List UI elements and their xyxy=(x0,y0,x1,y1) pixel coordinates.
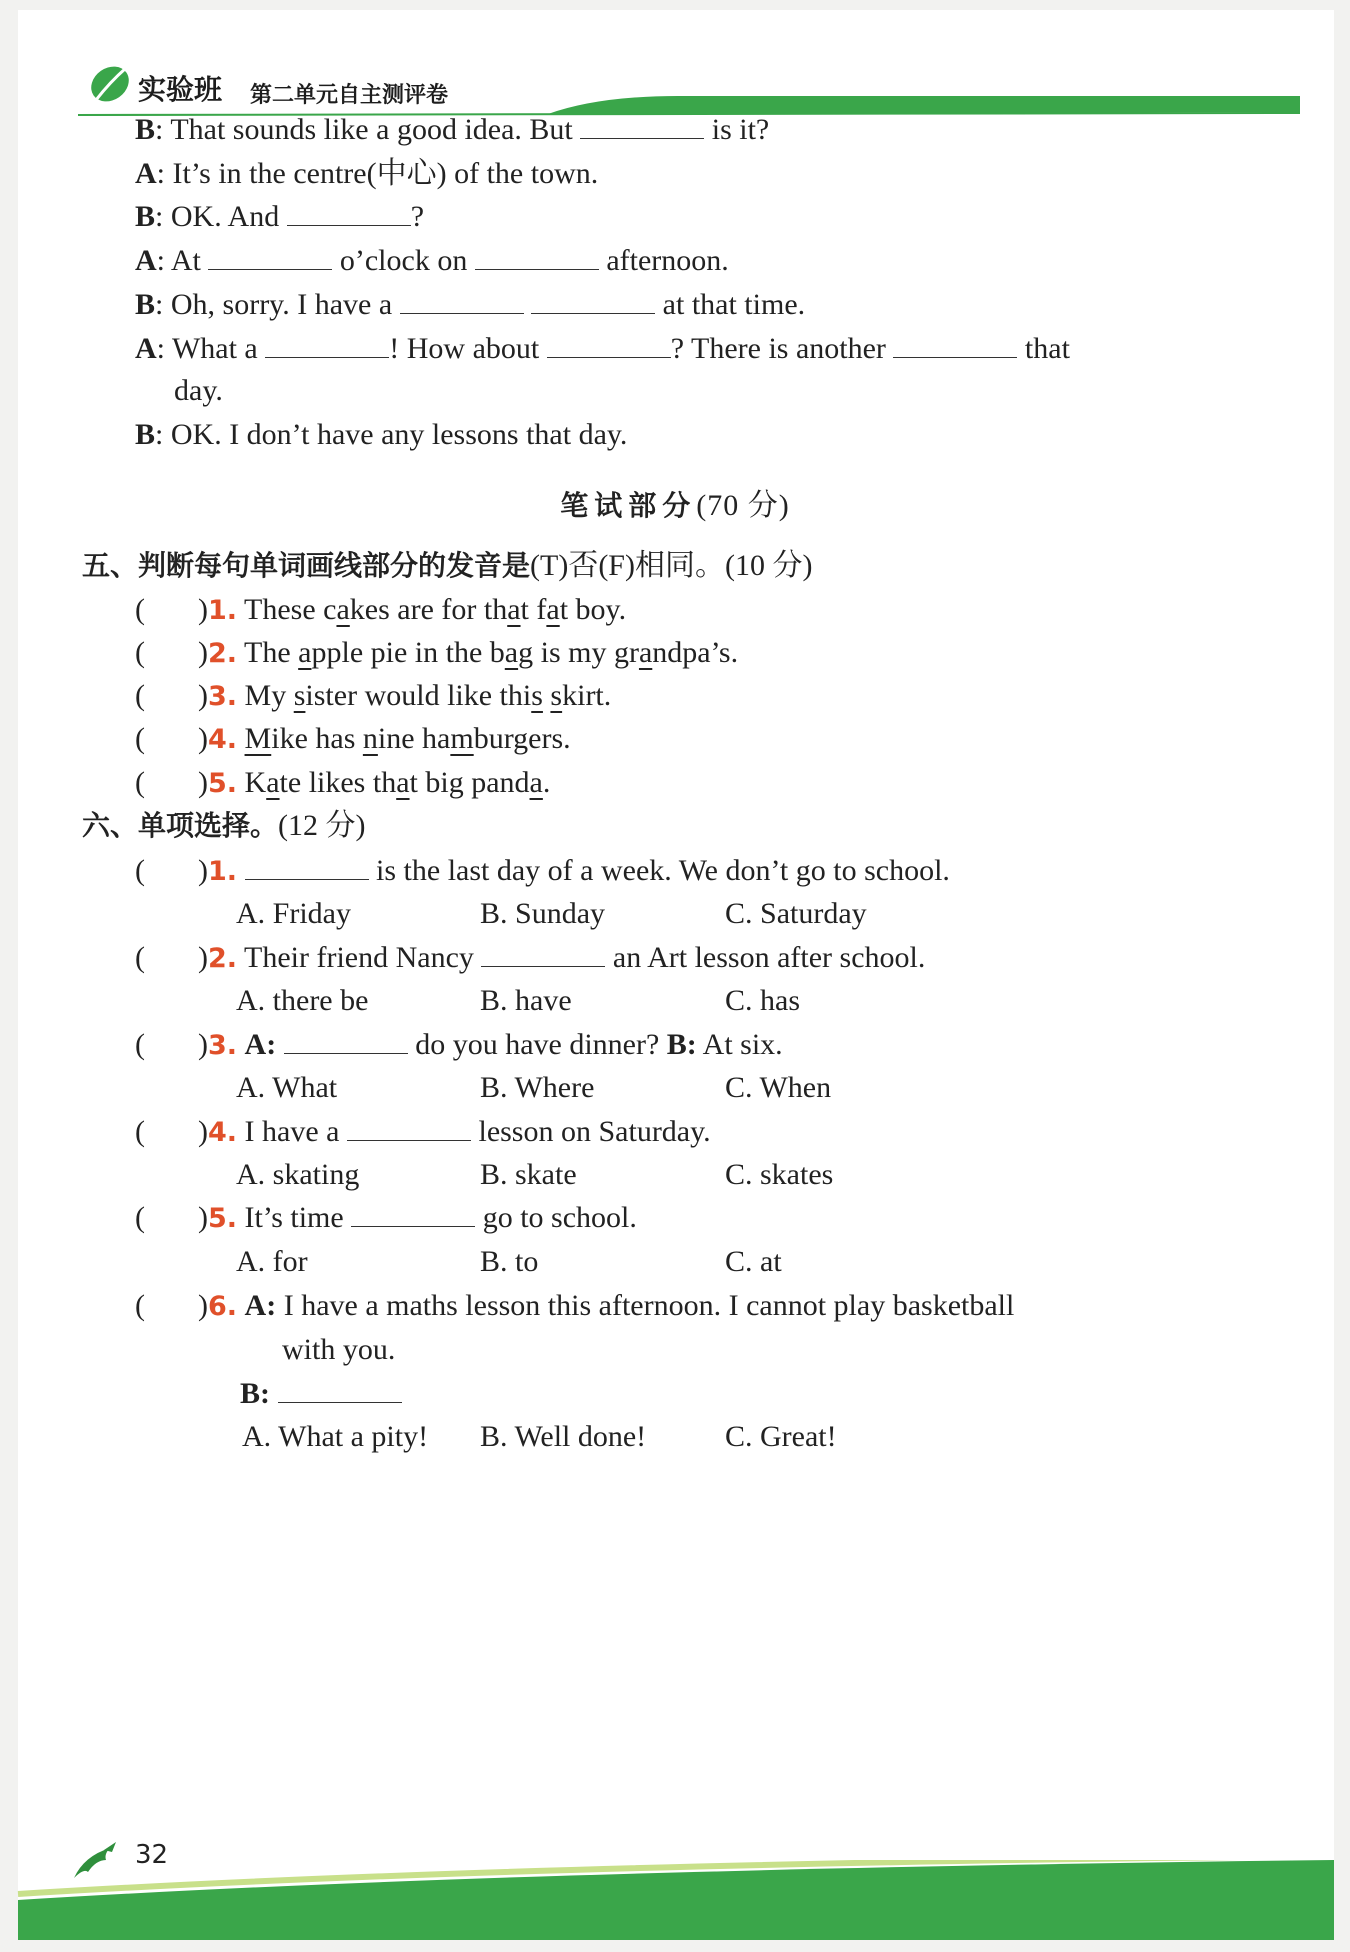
option-a[interactable]: A. Friday xyxy=(236,897,351,930)
dialogue-line-7: B: OK. I don’t have any lessons that day. xyxy=(135,418,628,451)
dialogue-line-1: B: That sounds like a good idea. But is it? xyxy=(135,113,770,146)
answer-blank[interactable] xyxy=(278,1376,402,1403)
dialogue-line-6-cont: day. xyxy=(174,374,223,407)
section-6-item-1: )1. is the last day of a week. We don’t go to school. xyxy=(198,854,950,887)
answer-blank[interactable] xyxy=(531,287,655,314)
answer-blank[interactable] xyxy=(580,112,704,139)
answer-blank[interactable] xyxy=(284,1027,408,1054)
option-a[interactable]: A. for xyxy=(236,1245,308,1278)
option-c[interactable]: C. skates xyxy=(725,1158,834,1191)
answer-paren[interactable]: ( xyxy=(135,766,145,799)
answer-paren[interactable]: ( xyxy=(135,636,145,669)
section-6-heading: 六、单项选择。(12 分) xyxy=(82,809,366,842)
answer-blank[interactable] xyxy=(351,1200,475,1227)
answer-blank[interactable] xyxy=(893,331,1017,358)
answer-paren[interactable]: ( xyxy=(135,679,145,712)
section-5-item-2: )2. The apple pie in the bag is my grandpa’s. xyxy=(198,636,739,669)
section-6-item-3: )3. A: do you have dinner? B: At six. xyxy=(198,1028,783,1061)
option-c[interactable]: C. Great! xyxy=(725,1420,837,1453)
brand-title: 实验班 xyxy=(138,73,223,106)
answer-blank[interactable] xyxy=(245,853,369,880)
option-a[interactable]: A. What a pity! xyxy=(242,1420,429,1453)
page-subtitle: 第二单元自主测评卷 xyxy=(250,83,449,108)
option-c[interactable]: C. has xyxy=(725,984,800,1017)
answer-blank[interactable] xyxy=(400,287,524,314)
option-b[interactable]: B. Where xyxy=(480,1071,595,1104)
option-c[interactable]: C. Saturday xyxy=(725,897,867,930)
option-a[interactable]: A. there be xyxy=(236,984,369,1017)
option-b[interactable]: B. skate xyxy=(480,1158,577,1191)
dialogue-line-4: A: At o’clock on afternoon. xyxy=(135,244,729,277)
section-5-item-3: )3. My sister would like this skirt. xyxy=(198,679,612,712)
option-a[interactable]: A. skating xyxy=(236,1158,360,1191)
section-5-item-4: )4. Mike has nine hamburgers. xyxy=(198,722,571,755)
page-number: 32 xyxy=(135,1840,169,1870)
answer-blank[interactable] xyxy=(287,199,411,226)
footer-wave xyxy=(0,1860,1350,1952)
answer-paren[interactable]: ( xyxy=(135,1201,145,1234)
answer-blank[interactable] xyxy=(208,243,332,270)
answer-paren[interactable]: ( xyxy=(135,1115,145,1148)
option-c[interactable]: C. at xyxy=(725,1245,782,1278)
answer-blank[interactable] xyxy=(475,243,599,270)
section-5-item-5: )5. Kate likes that big panda. xyxy=(198,766,551,799)
option-b[interactable]: B. have xyxy=(480,984,572,1017)
option-b[interactable]: B. to xyxy=(480,1245,539,1278)
written-part-title: 笔试部分(70 分) xyxy=(560,489,790,522)
answer-paren[interactable]: ( xyxy=(135,1028,145,1061)
section-6-item-2: )2. Their friend Nancy an Art lesson after school. xyxy=(198,941,926,974)
section-6-item-6-reply: B: xyxy=(240,1374,402,1414)
section-6-item-4: )4. I have a lesson on Saturday. xyxy=(198,1115,711,1148)
section-6-item-6-cont: with you. xyxy=(282,1333,396,1366)
option-b[interactable]: B. Sunday xyxy=(480,897,606,930)
answer-paren[interactable]: ( xyxy=(135,1289,145,1322)
answer-blank[interactable] xyxy=(347,1114,471,1141)
dialogue-line-6: A: What a ! How about ? There is another that xyxy=(135,332,1070,365)
answer-paren[interactable]: ( xyxy=(135,941,145,974)
answer-paren[interactable]: ( xyxy=(135,593,145,626)
dialogue-line-3: B: OK. And ? xyxy=(135,200,425,233)
dialogue-line-2: A: It’s in the centre(中心) of the town. xyxy=(135,157,599,190)
option-b[interactable]: B. Well done! xyxy=(480,1420,647,1453)
answer-blank[interactable] xyxy=(265,331,389,358)
section-6-item-6: )6. A: I have a maths lesson this afternoon. I cannot play basketball xyxy=(198,1289,1015,1322)
answer-paren[interactable]: ( xyxy=(135,854,145,887)
section-5-heading: 五、判断每句单词画线部分的发音是(T)否(F)相同。(10 分) xyxy=(82,549,813,582)
section-6-item-5: )5. It’s time go to school. xyxy=(198,1201,637,1234)
option-a[interactable]: A. What xyxy=(236,1071,338,1104)
section-5-item-1: )1. These cakes are for that fat boy. xyxy=(198,593,627,626)
dialogue-line-5: B: Oh, sorry. I have a at that time. xyxy=(135,288,806,321)
option-c[interactable]: C. When xyxy=(725,1071,832,1104)
answer-blank[interactable] xyxy=(481,940,605,967)
answer-paren[interactable]: ( xyxy=(135,722,145,755)
answer-blank[interactable] xyxy=(547,331,671,358)
